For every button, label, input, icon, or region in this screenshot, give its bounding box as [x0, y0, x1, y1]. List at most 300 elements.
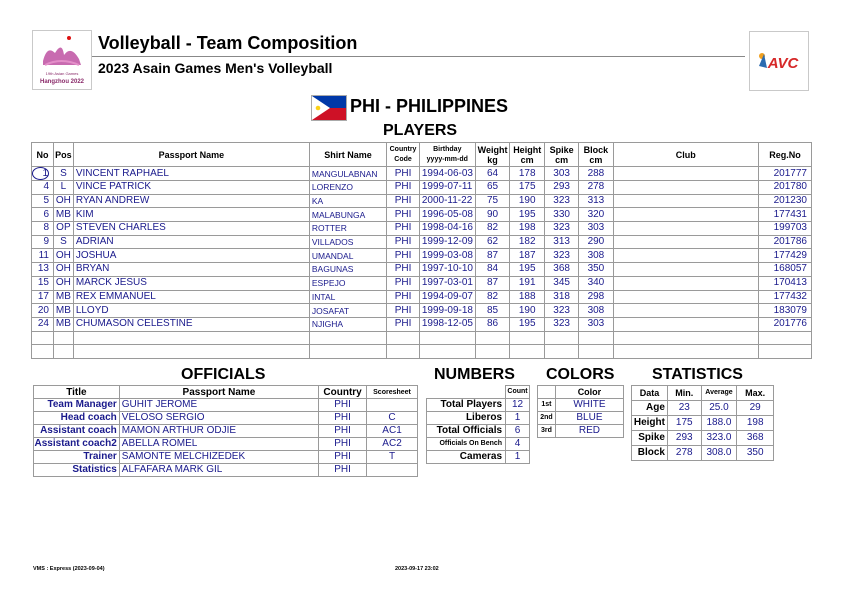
- player-row: [32, 304, 812, 318]
- official-title: Head coach: [34, 412, 120, 425]
- official-name: VELOSO SERGIO: [119, 412, 318, 425]
- player-country-code: PHI: [387, 304, 420, 318]
- player-regno: 199703: [759, 222, 812, 236]
- player-weight: 65: [475, 181, 510, 195]
- player-club: [613, 167, 758, 181]
- official-name: SAMONTE MELCHIZEDEK: [119, 451, 318, 464]
- col-max: Max.: [737, 386, 774, 401]
- player-country-code: PHI: [387, 194, 420, 208]
- empty-cell: [54, 331, 74, 345]
- player-number: 4: [32, 181, 54, 195]
- col-weight: Weight kg: [475, 143, 510, 167]
- player-birthday: 1999-07-11: [419, 181, 475, 195]
- player-row: [32, 317, 812, 331]
- player-birthday: 1997-10-10: [419, 263, 475, 277]
- player-block: 308: [579, 304, 613, 318]
- stat-label: Height: [632, 416, 668, 431]
- number-row: [427, 438, 530, 451]
- player-shirt-name: NJIGHA: [309, 317, 386, 331]
- player-spike: 330: [544, 208, 578, 222]
- col-min: Min.: [667, 386, 701, 401]
- stat-max: 29: [737, 401, 774, 416]
- col-no: No: [32, 143, 54, 167]
- official-title: Team Manager: [34, 399, 120, 412]
- player-regno: 201786: [759, 235, 812, 249]
- official-row: [34, 399, 418, 412]
- col-shirt-name: Shirt Name: [309, 143, 386, 167]
- player-shirt-name: ROTTER: [309, 222, 386, 236]
- player-spike: 323: [544, 317, 578, 331]
- player-birthday: 1994-09-07: [419, 290, 475, 304]
- player-country-code: PHI: [387, 208, 420, 222]
- player-shirt-name: UMANDAL: [309, 249, 386, 263]
- player-club: [613, 317, 758, 331]
- player-spike: 313: [544, 235, 578, 249]
- stat-avg: 188.0: [701, 416, 737, 431]
- player-club: [613, 276, 758, 290]
- col-country-code: Country Code: [387, 143, 420, 167]
- official-row: [34, 451, 418, 464]
- player-regno: 177429: [759, 249, 812, 263]
- empty-cell: [579, 331, 613, 345]
- empty-cell: [54, 345, 74, 359]
- player-position: S: [54, 167, 74, 181]
- player-shirt-name: MANGULABNAN: [309, 167, 386, 181]
- player-row: [32, 194, 812, 208]
- player-height: 182: [510, 235, 545, 249]
- empty-player-row: [32, 331, 812, 345]
- number-value: 1: [506, 451, 530, 464]
- numbers-table: [426, 385, 530, 464]
- player-passport-name: MARCK JESUS: [73, 276, 309, 290]
- player-height: 187: [510, 249, 545, 263]
- player-block: 303: [579, 222, 613, 236]
- player-passport-name: REX EMMANUEL: [73, 290, 309, 304]
- color-order: 2nd: [538, 412, 556, 425]
- player-position: MB: [54, 290, 74, 304]
- col-passport-name: Passport Name: [73, 143, 309, 167]
- official-scoresheet: AC2: [367, 438, 418, 451]
- player-club: [613, 208, 758, 222]
- number-row: [427, 412, 530, 425]
- svg-text:AVC: AVC: [767, 55, 799, 72]
- player-row: [32, 290, 812, 304]
- color-value: WHITE: [555, 399, 623, 412]
- player-weight: 90: [475, 208, 510, 222]
- empty-cell: [387, 331, 420, 345]
- color-value: RED: [555, 425, 623, 438]
- numbers-heading: NUMBERS: [434, 366, 515, 383]
- player-country-code: PHI: [387, 290, 420, 304]
- officials-table: [33, 385, 418, 477]
- player-shirt-name: BAGUNAS: [309, 263, 386, 277]
- player-height: 198: [510, 222, 545, 236]
- official-country: PHI: [319, 412, 367, 425]
- player-row: [32, 222, 812, 236]
- number-value: 1: [506, 412, 530, 425]
- stat-avg: 25.0: [701, 401, 737, 416]
- player-passport-name: LLOYD: [73, 304, 309, 318]
- player-row: [32, 276, 812, 290]
- player-number: 6: [32, 208, 54, 222]
- player-height: 195: [510, 208, 545, 222]
- player-number: 20: [32, 304, 54, 318]
- player-shirt-name: JOSAFAT: [309, 304, 386, 318]
- stat-row: [632, 416, 774, 431]
- player-block: 320: [579, 208, 613, 222]
- number-label: Cameras: [427, 451, 506, 464]
- players-header-row: [32, 143, 812, 167]
- player-birthday: 1994-06-03: [419, 167, 475, 181]
- player-spike: 345: [544, 276, 578, 290]
- official-scoresheet: T: [367, 451, 418, 464]
- empty-cell: [309, 331, 386, 345]
- player-regno: 177431: [759, 208, 812, 222]
- color-order: 1st: [538, 399, 556, 412]
- colors-header-row: [538, 386, 624, 399]
- number-label: Liberos: [427, 412, 506, 425]
- col-spike: Spike cm: [544, 143, 578, 167]
- col-club: Club: [613, 143, 758, 167]
- stat-min: 293: [667, 431, 701, 446]
- color-value: BLUE: [555, 412, 623, 425]
- empty-cell: [73, 331, 309, 345]
- player-position: OH: [54, 263, 74, 277]
- statistics-heading: STATISTICS: [652, 366, 743, 383]
- officials-header-row: [34, 386, 418, 399]
- player-shirt-name: ESPEJO: [309, 276, 386, 290]
- player-weight: 87: [475, 276, 510, 290]
- empty-cell: [475, 331, 510, 345]
- team-name: PHI - PHILIPPINES: [350, 96, 509, 116]
- player-club: [613, 290, 758, 304]
- player-country-code: PHI: [387, 222, 420, 236]
- footer-version: VMS : Express (2023-09-04): [33, 566, 105, 572]
- official-scoresheet: [367, 464, 418, 477]
- official-title: Trainer: [34, 451, 120, 464]
- official-scoresheet: C: [367, 412, 418, 425]
- player-number: 17: [32, 290, 54, 304]
- empty-cell: [32, 345, 54, 359]
- player-birthday: 1997-03-01: [419, 276, 475, 290]
- official-country: PHI: [319, 464, 367, 477]
- player-weight: 62: [475, 235, 510, 249]
- player-position: MB: [54, 317, 74, 331]
- empty-cell: [32, 331, 54, 345]
- player-club: [613, 304, 758, 318]
- empty-cell: [613, 345, 758, 359]
- official-title: Statistics: [34, 464, 120, 477]
- number-value: 4: [506, 438, 530, 451]
- player-regno: 183079: [759, 304, 812, 318]
- player-passport-name: CHUMASON CELESTINE: [73, 317, 309, 331]
- svg-text:19th Asian Games: 19th Asian Games: [45, 71, 79, 76]
- colors-table: [537, 385, 624, 438]
- player-block: 303: [579, 317, 613, 331]
- number-label: Total Players: [427, 399, 506, 412]
- player-position: L: [54, 181, 74, 195]
- number-value: 12: [506, 399, 530, 412]
- player-passport-name: BRYAN: [73, 263, 309, 277]
- player-country-code: PHI: [387, 249, 420, 263]
- page-title: Volleyball - Team Composition: [98, 33, 358, 53]
- col-block: Block cm: [579, 143, 613, 167]
- col-data: Data: [632, 386, 668, 401]
- player-country-code: PHI: [387, 263, 420, 277]
- stat-label: Spike: [632, 431, 668, 446]
- empty-cell: [419, 345, 475, 359]
- player-row: [32, 235, 812, 249]
- player-row: [32, 249, 812, 263]
- empty-cell: [309, 345, 386, 359]
- player-country-code: PHI: [387, 181, 420, 195]
- player-number: 9: [32, 235, 54, 249]
- player-shirt-name: LORENZO: [309, 181, 386, 195]
- color-order: 3rd: [538, 425, 556, 438]
- statistics-table: [631, 385, 774, 461]
- player-shirt-name: INTAL: [309, 290, 386, 304]
- number-row: [427, 399, 530, 412]
- official-country: PHI: [319, 438, 367, 451]
- official-scoresheet: AC1: [367, 425, 418, 438]
- col-regno: Reg.No: [759, 143, 812, 167]
- official-country: PHI: [319, 451, 367, 464]
- empty-cell: [579, 345, 613, 359]
- player-height: 188: [510, 290, 545, 304]
- player-birthday: 1996-05-08: [419, 208, 475, 222]
- player-block: 288: [579, 167, 613, 181]
- player-row: [32, 167, 812, 181]
- player-regno: 201230: [759, 194, 812, 208]
- player-club: [613, 194, 758, 208]
- player-spike: 323: [544, 222, 578, 236]
- player-number: 5: [32, 194, 54, 208]
- player-row: [32, 208, 812, 222]
- page-subtitle: 2023 Asain Games Men's Volleyball: [98, 60, 333, 76]
- empty-cell: [73, 345, 309, 359]
- player-position: OH: [54, 276, 74, 290]
- official-name: MAMON ARTHUR ODJIE: [119, 425, 318, 438]
- col-birthday: Birthday yyyy-mm-dd: [419, 143, 475, 167]
- player-regno: 170413: [759, 276, 812, 290]
- player-club: [613, 222, 758, 236]
- empty-player-row: [32, 345, 812, 359]
- player-number: [32, 167, 54, 181]
- player-position: S: [54, 235, 74, 249]
- player-spike: 318: [544, 290, 578, 304]
- player-passport-name: ADRIAN: [73, 235, 309, 249]
- stat-label: Block: [632, 446, 668, 461]
- player-position: OH: [54, 249, 74, 263]
- player-birthday: 1999-12-09: [419, 235, 475, 249]
- player-regno: 201777: [759, 167, 812, 181]
- stat-row: [632, 446, 774, 461]
- number-row: [427, 451, 530, 464]
- empty-cell: [419, 331, 475, 345]
- header-divider: [92, 56, 745, 57]
- number-value: 6: [506, 425, 530, 438]
- stat-min: 23: [667, 401, 701, 416]
- player-spike: 323: [544, 304, 578, 318]
- player-number: 15: [32, 276, 54, 290]
- player-country-code: PHI: [387, 317, 420, 331]
- colors-heading: COLORS: [546, 366, 615, 383]
- player-passport-name: VINCE PATRICK: [73, 181, 309, 195]
- stat-row: [632, 401, 774, 416]
- player-block: 298: [579, 290, 613, 304]
- player-birthday: 1999-03-08: [419, 249, 475, 263]
- player-regno: 201776: [759, 317, 812, 331]
- player-passport-name: JOSHUA: [73, 249, 309, 263]
- player-position: OP: [54, 222, 74, 236]
- official-row: [34, 464, 418, 477]
- col-official-country: Country: [319, 386, 367, 399]
- player-weight: 87: [475, 249, 510, 263]
- player-weight: 82: [475, 222, 510, 236]
- player-spike: 368: [544, 263, 578, 277]
- player-block: 308: [579, 249, 613, 263]
- player-block: 340: [579, 276, 613, 290]
- empty-cell: [613, 331, 758, 345]
- col-color: Color: [555, 386, 623, 399]
- player-spike: 293: [544, 181, 578, 195]
- stat-avg: 308.0: [701, 446, 737, 461]
- player-club: [613, 235, 758, 249]
- official-row: [34, 438, 418, 451]
- player-height: 190: [510, 304, 545, 318]
- player-shirt-name: VILLADOS: [309, 235, 386, 249]
- stat-max: 368: [737, 431, 774, 446]
- player-height: 175: [510, 181, 545, 195]
- svg-text:Hangzhou 2022: Hangzhou 2022: [39, 79, 85, 85]
- player-regno: 168057: [759, 263, 812, 277]
- official-title: Assistant coach2: [34, 438, 120, 451]
- numbers-header-row: [427, 386, 530, 399]
- player-regno: 177432: [759, 290, 812, 304]
- official-country: PHI: [319, 399, 367, 412]
- player-height: 178: [510, 167, 545, 181]
- players-table: [31, 142, 812, 359]
- player-height: 190: [510, 194, 545, 208]
- captain-circle: 1: [32, 167, 49, 180]
- stat-min: 175: [667, 416, 701, 431]
- player-height: 195: [510, 263, 545, 277]
- player-club: [613, 263, 758, 277]
- player-birthday: 1999-09-18: [419, 304, 475, 318]
- player-regno: 201780: [759, 181, 812, 195]
- player-shirt-name: KA: [309, 194, 386, 208]
- player-weight: 75: [475, 194, 510, 208]
- stat-avg: 323.0: [701, 431, 737, 446]
- player-number: 13: [32, 263, 54, 277]
- player-birthday: 2000-11-22: [419, 194, 475, 208]
- empty-cell: [759, 331, 812, 345]
- col-count: Count: [506, 386, 530, 399]
- officials-heading: OFFICIALS: [181, 366, 266, 383]
- stat-row: [632, 431, 774, 446]
- player-weight: 85: [475, 304, 510, 318]
- number-row: [427, 425, 530, 438]
- official-row: [34, 425, 418, 438]
- player-height: 191: [510, 276, 545, 290]
- player-block: 278: [579, 181, 613, 195]
- color-row: [538, 399, 624, 412]
- color-row: [538, 425, 624, 438]
- official-country: PHI: [319, 425, 367, 438]
- player-birthday: 1998-12-05: [419, 317, 475, 331]
- player-weight: 64: [475, 167, 510, 181]
- player-shirt-name: MALABUNGA: [309, 208, 386, 222]
- color-row: [538, 412, 624, 425]
- player-position: MB: [54, 208, 74, 222]
- statistics-header-row: [632, 386, 774, 401]
- footer-timestamp: 2023-09-17 23:02: [395, 566, 439, 572]
- player-row: [32, 181, 812, 195]
- player-height: 195: [510, 317, 545, 331]
- player-spike: 303: [544, 167, 578, 181]
- philippines-flag-icon: [311, 95, 347, 121]
- player-row: [32, 263, 812, 277]
- player-weight: 84: [475, 263, 510, 277]
- player-passport-name: KIM: [73, 208, 309, 222]
- player-club: [613, 249, 758, 263]
- player-country-code: PHI: [387, 167, 420, 181]
- stat-max: 350: [737, 446, 774, 461]
- col-average: Average: [701, 386, 737, 401]
- player-number: 24: [32, 317, 54, 331]
- player-position: OH: [54, 194, 74, 208]
- number-label: Total Officials: [427, 425, 506, 438]
- player-club: [613, 181, 758, 195]
- hangzhou-games-logo: [32, 30, 92, 90]
- player-country-code: PHI: [387, 235, 420, 249]
- player-block: 313: [579, 194, 613, 208]
- player-weight: 86: [475, 317, 510, 331]
- player-number: 8: [32, 222, 54, 236]
- empty-cell: [544, 331, 578, 345]
- player-block: 290: [579, 235, 613, 249]
- empty-cell: [544, 345, 578, 359]
- player-number: 11: [32, 249, 54, 263]
- empty-cell: [475, 345, 510, 359]
- official-title: Assistant coach: [34, 425, 120, 438]
- player-spike: 323: [544, 249, 578, 263]
- col-pos: Pos: [54, 143, 74, 167]
- stat-min: 278: [667, 446, 701, 461]
- official-scoresheet: [367, 399, 418, 412]
- player-passport-name: STEVEN CHARLES: [73, 222, 309, 236]
- col-height: Height cm: [510, 143, 545, 167]
- official-name: ABELLA ROMEL: [119, 438, 318, 451]
- player-birthday: 1998-04-16: [419, 222, 475, 236]
- official-row: [34, 412, 418, 425]
- official-name: ALFAFARA MARK GIL: [119, 464, 318, 477]
- stat-max: 198: [737, 416, 774, 431]
- empty-cell: [759, 345, 812, 359]
- col-scoresheet: Scoresheet: [367, 386, 418, 399]
- player-weight: 82: [475, 290, 510, 304]
- number-label: Officials On Bench: [427, 438, 506, 451]
- avc-logo: [749, 31, 809, 91]
- player-country-code: PHI: [387, 276, 420, 290]
- player-spike: 323: [544, 194, 578, 208]
- player-position: MB: [54, 304, 74, 318]
- stat-label: Age: [632, 401, 668, 416]
- empty-cell: [387, 345, 420, 359]
- empty-cell: [510, 331, 545, 345]
- player-passport-name: RYAN ANDREW: [73, 194, 309, 208]
- player-passport-name: VINCENT RAPHAEL: [73, 167, 309, 181]
